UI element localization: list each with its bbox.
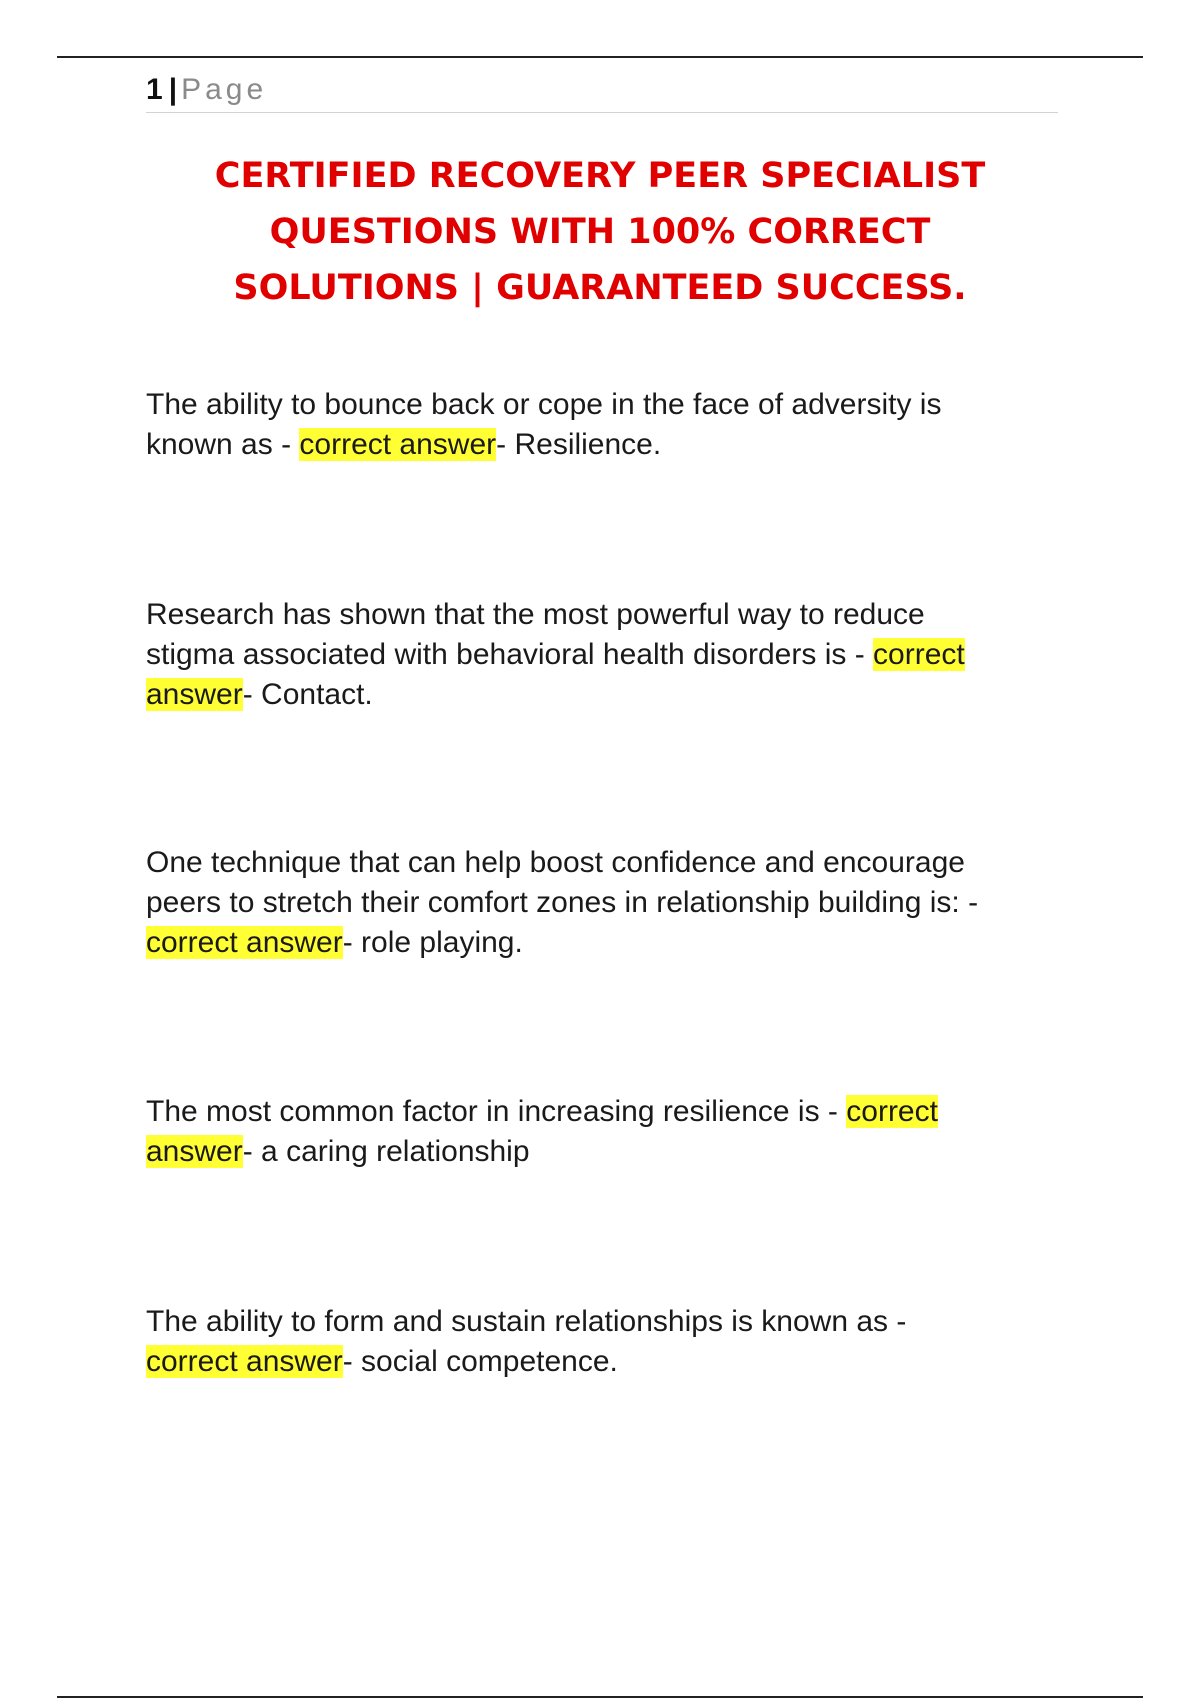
- answer-text: - social competence.: [342, 1345, 618, 1378]
- correct-answer-label: correct: [873, 638, 965, 671]
- document-title: [120, 148, 1080, 316]
- answer-text: - Contact.: [242, 678, 373, 711]
- question-1: [146, 385, 1066, 465]
- question-text: known as -: [146, 428, 300, 461]
- page-word: Page: [181, 73, 268, 106]
- question-5: [146, 1302, 1066, 1382]
- question-4: [146, 1092, 1066, 1172]
- question-3: [146, 843, 1066, 963]
- correct-answer-label: answer: [146, 1135, 243, 1168]
- bottom-rule: [57, 1696, 1143, 1698]
- page-separator: |: [168, 73, 178, 106]
- title-line-1: CERTIFIED RECOVERY PEER SPECIALIST: [214, 156, 986, 196]
- question-text: stigma associated with behavioral health disorders is -: [146, 638, 874, 671]
- question-text: The ability to form and sustain relationships is known as -: [146, 1305, 907, 1338]
- correct-answer-label: correct answer: [299, 428, 497, 461]
- top-rule: [57, 56, 1143, 58]
- title-line-2: QUESTIONS WITH 100% CORRECT: [269, 212, 931, 252]
- question-text: peers to stretch their comfort zones in relationship building is: -: [146, 886, 979, 919]
- correct-answer-label: correct answer: [146, 926, 343, 959]
- answer-text: - a caring relationship: [242, 1135, 530, 1168]
- question-2: [146, 595, 1066, 715]
- page-header: [146, 70, 1058, 113]
- correct-answer-label: correct answer: [146, 1345, 343, 1378]
- answer-text: - Resilience.: [496, 428, 662, 461]
- question-text: The most common factor in increasing resilience is -: [146, 1095, 847, 1128]
- title-line-3: SOLUTIONS | GUARANTEED SUCCESS.: [233, 268, 967, 308]
- question-text: The ability to bounce back or cope in the face of adversity is: [146, 388, 942, 421]
- page-number: 1: [146, 73, 163, 106]
- correct-answer-label: answer: [146, 678, 243, 711]
- answer-text: - role playing.: [342, 926, 523, 959]
- correct-answer-label: correct: [846, 1095, 938, 1128]
- question-text: One technique that can help boost confidence and encourage: [146, 846, 965, 879]
- question-text: Research has shown that the most powerful way to reduce: [146, 598, 925, 631]
